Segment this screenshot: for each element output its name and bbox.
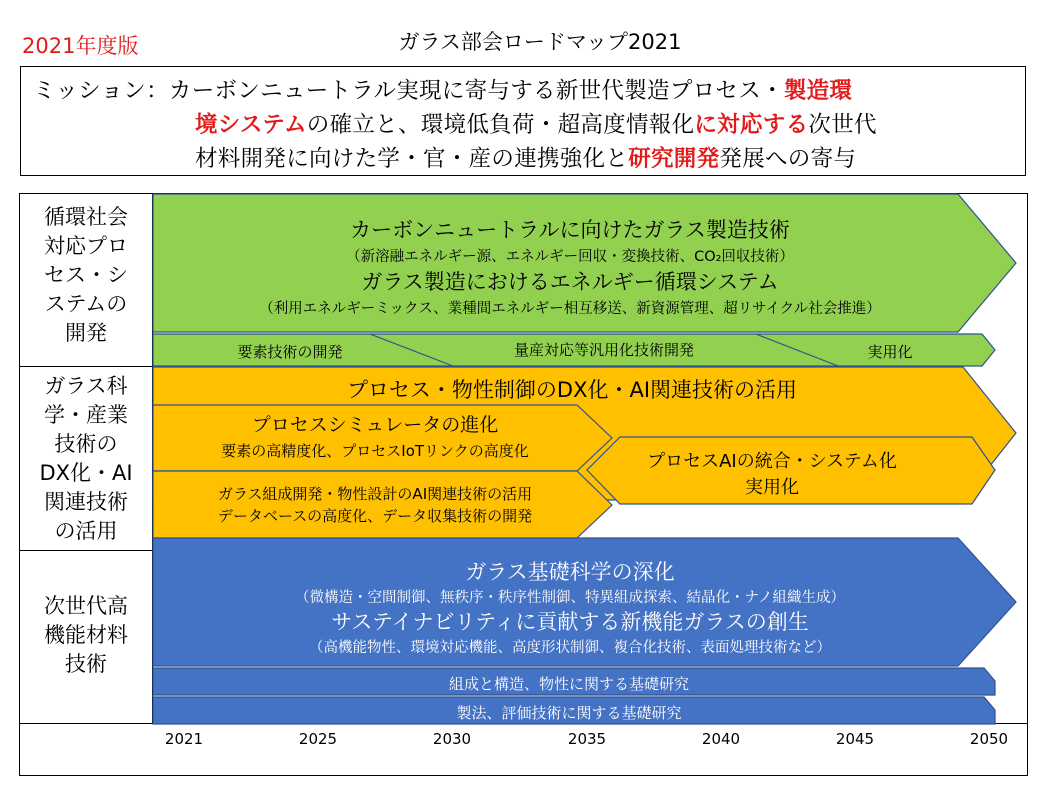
mission-text: 発展への寄与: [719, 146, 857, 172]
db-line-2: データベースの高度化、データ収集技術の開発: [217, 507, 533, 525]
year-tick: 2040: [701, 730, 741, 748]
row-label-process-system: 循環社会 対応プロ セス・シ ステムの 開発: [44, 205, 128, 345]
process-ai-sub: 実用化: [745, 477, 799, 498]
blue-sub-2: （高機能物性、環境対応機能、高度形状制御、複合化技術、表面処理技術など）: [309, 640, 831, 656]
mission-highlight: 研究開発: [628, 146, 720, 172]
mission-text: 材料開発に向けた学・官・産の連携強化と: [195, 146, 629, 172]
process-ai-title: プロセスAIの統合・システム化: [647, 451, 897, 472]
orange-main-title: プロセス・物性制御のDX化・AI関連技術の活用: [346, 378, 798, 402]
mission-text: 次世代: [808, 112, 877, 138]
year-tick: 2035: [567, 730, 607, 748]
stage-elemental: 要素技術の開発: [237, 343, 343, 361]
year-tick: 2025: [298, 730, 338, 748]
year-tick: 2021: [164, 730, 204, 748]
year-tick: 2050: [969, 730, 1009, 748]
blue-bar-1-label: 組成と構造、物性に関する基礎研究: [448, 675, 690, 693]
green-title-2: ガラス製造におけるエネルギー循環システム: [361, 270, 779, 294]
mission-text: ミッション：カーボンニュートラル実現に寄与する新世代製造プロセス・: [33, 78, 784, 104]
mission-text: の確立と、環境低負荷・超高度情報化: [306, 112, 695, 138]
row-label-materials: 次世代高 機能材料 技術: [44, 594, 128, 676]
blue-sub-1: （微構造・空間制御、無秩序・秩序性制御、特異組成探索、結晶化・ナノ組織生成）: [295, 590, 845, 606]
simulator-sub: 要素の高精度化、プロセスIoTリンクの高度化: [221, 442, 529, 460]
db-line-1: ガラス組成開発・物性設計のAI関連技術の活用: [217, 485, 533, 503]
blue-title-1: ガラス基礎科学の深化: [465, 560, 675, 584]
green-title-1: カーボンニュートラルに向けたガラス製造技術: [350, 218, 790, 242]
green-sub-2: （利用エネルギーミックス、業種間エネルギー相互移送、新資源管理、超リサイクル社会推進）: [259, 301, 881, 317]
stage-practical: 実用化: [867, 343, 913, 361]
edition-label: 2021年度版: [22, 34, 139, 58]
mission-highlight: 製造環: [783, 78, 853, 104]
blue-bar-2-label: 製法、評価技術に関する基礎研究: [456, 704, 682, 722]
blue-title-2: サステイナビリティに貢献する新機能ガラスの創生: [331, 610, 809, 634]
simulator-title: プロセスシミュレータの進化: [251, 414, 499, 436]
mission-highlight: 境システム: [195, 112, 307, 138]
stage-mass-production: 量産対応等汎用化技術開発: [513, 341, 695, 359]
row-label-dx-ai: ガラス科 学・産業 技術の DX化・AI 関連技術 の活用: [39, 374, 133, 543]
year-tick: 2045: [835, 730, 875, 748]
year-tick: 2030: [432, 730, 472, 748]
mission-highlight: に対応する: [694, 112, 809, 138]
page-title: ガラス部会ロードマップ2021: [398, 30, 682, 54]
green-sub-1: （新溶融エネルギー源、エネルギー回収・変換技術、CO₂回収技術）: [346, 249, 794, 265]
